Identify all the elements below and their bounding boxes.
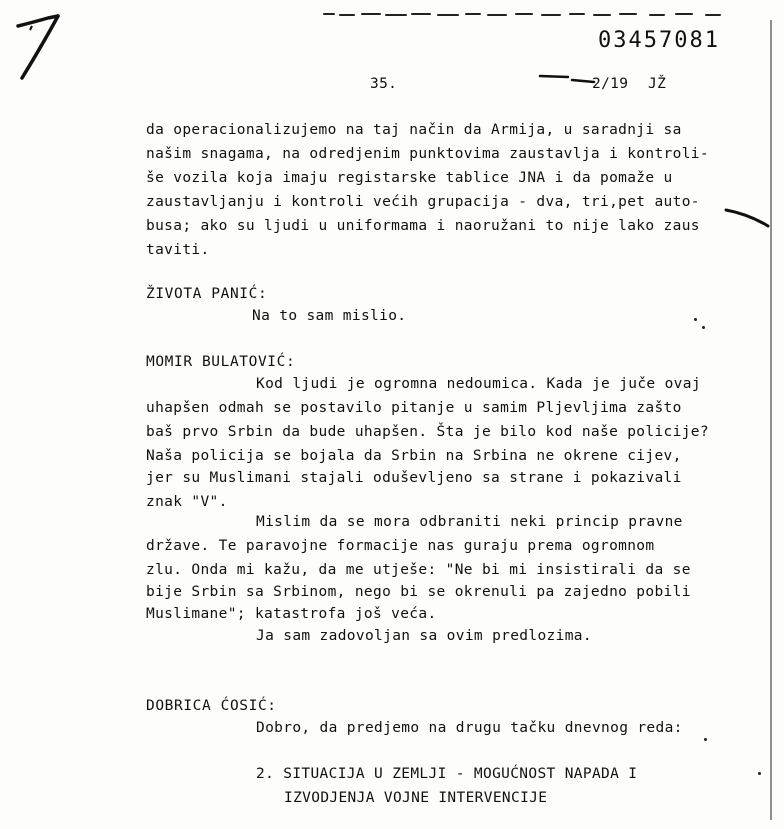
- scan-noise-top: [320, 6, 760, 26]
- speech-line: Muslimane"; katastrofa još veća.: [146, 606, 437, 622]
- agenda-item-line: 2. SITUACIJA U ZEMLJI - MOGUĆNOST NAPADA I: [256, 766, 638, 782]
- paragraph-line: še vozila koja imaju registarske tablice JNA i da pomaže u: [146, 170, 673, 186]
- paragraph-line: da operacionalizujemo na taj način da Armija, u saradnji sa: [146, 122, 682, 138]
- speech-line: Kod ljudi je ogromna nedoumica. Kada je juče ovaj: [256, 376, 701, 392]
- speech-line: uhapšen odmah se postavilo pitanje u samim Pljevljima zašto: [146, 400, 682, 416]
- speech-line: Naša policija se bojala da Srbin na Srbina ne okrene cijev,: [146, 448, 682, 464]
- speech-line: bije Srbin sa Srbinom, nego bi se okrenuli pa zajedno pobili: [146, 584, 691, 600]
- paragraph-line: taviti.: [146, 242, 210, 258]
- speaker-name: DOBRICA ĆOSIĆ:: [146, 698, 277, 714]
- agenda-item-line: IZVODJENJA VOJNE INTERVENCIJE: [284, 790, 548, 806]
- speech-line: Dobro, da predjemo na drugu tačku dnevnog reda:: [256, 720, 683, 736]
- speech-line: Mislim da se mora odbraniti neki princip pravne: [256, 514, 683, 530]
- speaker-name: MOMIR BULATOVIĆ:: [146, 354, 296, 370]
- page-number: 35.: [370, 76, 398, 92]
- speech-line: države. Te paravojne formacije nas guraju prema ogromnom: [146, 538, 655, 554]
- reference-number: 2/19: [592, 76, 629, 92]
- speech-line: jer su Muslimani stajali oduševljeno sa strane i pokazivali: [146, 470, 682, 486]
- speaker-name: ŽIVOTA PANIĆ:: [146, 286, 268, 302]
- paragraph-line: busa; ako su ljudi u uniformama i naoružani to nije lako zaus: [146, 218, 700, 234]
- speech-line: zlu. Onda mi kažu, da me utješe: "Ne bi mi insistirali da se: [146, 562, 691, 578]
- margin-arrow-mark: [724, 206, 772, 230]
- scan-speck: [702, 326, 705, 329]
- initials: JŽ: [648, 76, 667, 92]
- scan-speck: [758, 772, 761, 775]
- scan-speck: [704, 738, 707, 741]
- speech-line: Na to sam mislio.: [252, 308, 407, 324]
- scan-edge-line: [770, 20, 772, 820]
- header-dash-mark: [538, 72, 598, 86]
- speech-line: znak "V".: [146, 494, 228, 510]
- speech-line: Ja sam zadovoljan sa ovim predlozima.: [256, 628, 592, 644]
- paragraph-line: našim snagama, na odredjenim punktovima zaustavlja i kontroli-: [146, 146, 709, 162]
- speech-line: baš prvo Srbin da bude uhapšen. Šta je bilo kod naše policije?: [146, 424, 709, 440]
- handwritten-seven-mark: [14, 12, 64, 82]
- scan-speck: [694, 318, 697, 321]
- paragraph-line: zaustavljanju i kontroli većih grupacija - dva, tri,pet auto-: [146, 194, 700, 210]
- document-number: 03457081: [598, 28, 720, 53]
